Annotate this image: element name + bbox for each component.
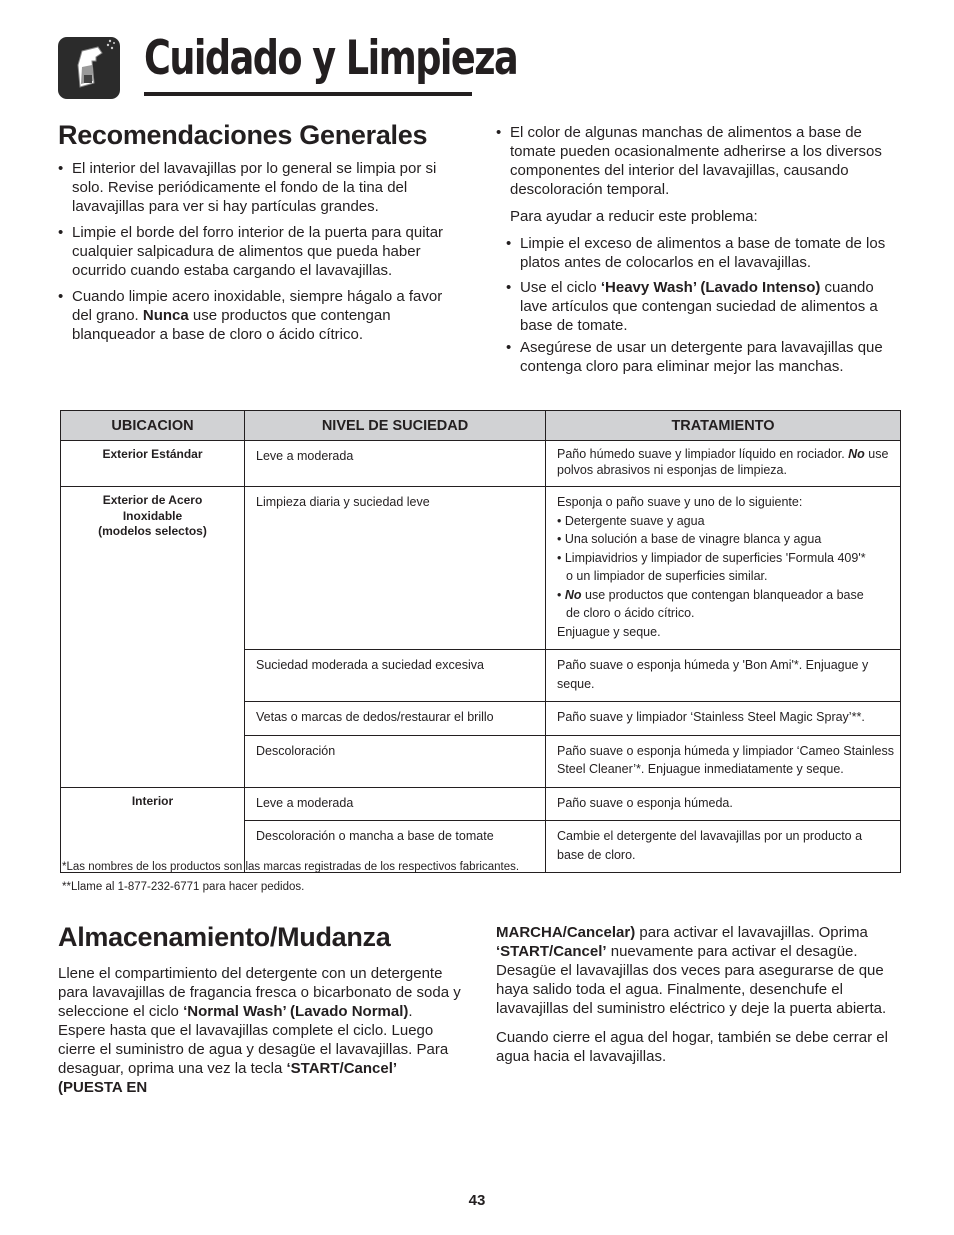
- level-cell: Descoloración: [245, 735, 546, 787]
- tomato-sub-1: • Limpie el exceso de alimentos a base de tomate de los platos antes de colocarlos en el lavavajillas.: [506, 234, 901, 272]
- treatment-cell: Paño suave o esponja húmeda.: [546, 787, 901, 821]
- table-header-row: [61, 411, 901, 441]
- header-level: NIVEL DE SUCIEDAD: [245, 411, 546, 441]
- tomato-sub-3: • Asegúrese de usar un detergente para lavavajillas que contenga cloro para eliminar mejor las manchas.: [506, 338, 901, 376]
- tomato-bullet: • El color de algunas manchas de alimentos a base de tomate pueden ocasionalmente adherirse a los diversos componentes del interior del lavavajillas, causando descoloración temporal.: [496, 123, 901, 199]
- general-heading: Recomendaciones Generales: [58, 120, 428, 150]
- treatment-cell: Paño suave o esponja húmeda y 'Bon Ami'*. Enjuague y seque.: [546, 650, 901, 702]
- header-treatment: TRATAMIENTO: [546, 411, 901, 441]
- general-list: [58, 159, 460, 344]
- header-location: UBICACION: [61, 411, 245, 441]
- treatment-cell: Paño húmedo suave y limpiador líquido en rociador. No use polvos abrasivos ni esponjas de limpieza.: [546, 441, 901, 487]
- treatment-cell: Esponja o paño suave y uno de lo siguiente: • Detergente suave y agua • Una solución a base de vinagre blanca y agua • Limpiavidrios y limpiador de superficies 'Formula 409'* o un limpiador de superficies similar. • No use productos que contengan blanqueador a base de cloro o ácido cítrico. Enjuague y seque.: [546, 487, 901, 650]
- footnote-2: **Llame al 1-877-232-6771 para hacer pedidos.: [62, 881, 305, 893]
- table-row: [61, 441, 901, 487]
- storage-text-left: Llene el compartimiento del detergente con un detergente para lavavajillas de fragancia fresca o bicarbonato de soda y seleccione el ciclo ‘Normal Wash’ (Lavado Normal). Espere hasta que el lavavajillas complete el ciclo. Luego cierre el suministro de agua y desagüe el lavavajillas. Para desaguar, oprima una vez la tecla ‘START/Cancel’ (PUESTA EN: [58, 965, 461, 1096]
- title-underline: [144, 92, 472, 96]
- level-cell: Limpieza diaria y suciedad leve: [245, 487, 546, 650]
- location-steel: Exterior de Acero Inoxidable (modelos selectos): [61, 487, 245, 788]
- page-number: 43: [468, 1192, 486, 1209]
- level-cell: Suciedad moderada a suciedad excesiva: [245, 650, 546, 702]
- treatment-cell: Paño suave y limpiador ‘Stainless Steel Magic Spray’**.: [546, 702, 901, 736]
- general-bullet-2: • Limpie el borde del forro interior de la puerta para quitar cualquier salpicadura de alimentos que pueda haber ocurrido cuando estaba cargando el lavavajillas.: [58, 223, 460, 280]
- tomato-sub-2: • Use el ciclo ‘Heavy Wash’ (Lavado Intenso) cuando lave artículos que contengan suciedad de alimentos a base de tomate.: [506, 278, 901, 335]
- care-table: [60, 410, 901, 873]
- location-interior: Interior: [61, 787, 245, 873]
- general-list-block: [58, 159, 460, 351]
- treatment-cell: Cambie el detergente del lavavajillas por un producto a base de cloro.: [546, 821, 901, 873]
- page-title: Cuidado y Limpieza: [144, 31, 518, 86]
- tomato-intro: Para ayudar a reducir este problema:: [510, 208, 758, 225]
- level-cell: Vetas o marcas de dedos/restaurar el brillo: [245, 702, 546, 736]
- general-bullet-1: • El interior del lavavajillas por lo general se limpia por si solo. Revise periódicamente el fondo de la tina del lavavajillas para ver si hay partículas grandes.: [58, 159, 460, 216]
- location-standard: Exterior Estándar: [61, 441, 245, 487]
- storage-heading: Almacenamiento/Mudanza: [58, 922, 391, 952]
- storage-paragraph-2: Cuando cierre el agua del hogar, también se debe cerrar el agua hacia el lavavajillas.: [496, 1029, 888, 1065]
- level-cell: Descoloración o mancha a base de tomate: [245, 821, 546, 873]
- tomato-block: [496, 123, 901, 383]
- storage-text-right: MARCHA/Cancelar) para activar el lavavajillas. Oprima ‘START/Cancel’ nuevamente para activar el desagüe. Desagüe el lavavajillas dos veces para asegurarse de que haya salido toda el agua. Finalmente, desenchufe el lavavajillas del suministro eléctrico y deje la puerta abierta. Cuando cierre el agua del hogar, también se debe cerrar el agua hacia el lavavajillas.: [496, 923, 891, 1066]
- level-cell: Leve a moderada: [245, 787, 546, 821]
- table-row: [61, 487, 901, 650]
- table-row: [61, 787, 901, 821]
- level-cell: Leve a moderada: [245, 441, 546, 487]
- general-bullet-3: • Cuando limpie acero inoxidable, siempre hágalo a favor del grano. Nunca use productos que contengan blanqueador a base de cloro o ácido cítrico.: [58, 287, 460, 344]
- treatment-cell: Paño suave o esponja húmeda y limpiador ‘Cameo Stainless Steel Cleaner’*. Enjuague inmediatamente y seque.: [546, 735, 901, 787]
- footnote-1: *Las nombres de los productos son las marcas registradas de los respectivos fabricantes.: [62, 861, 520, 873]
- spray-bottle-icon: [58, 37, 120, 99]
